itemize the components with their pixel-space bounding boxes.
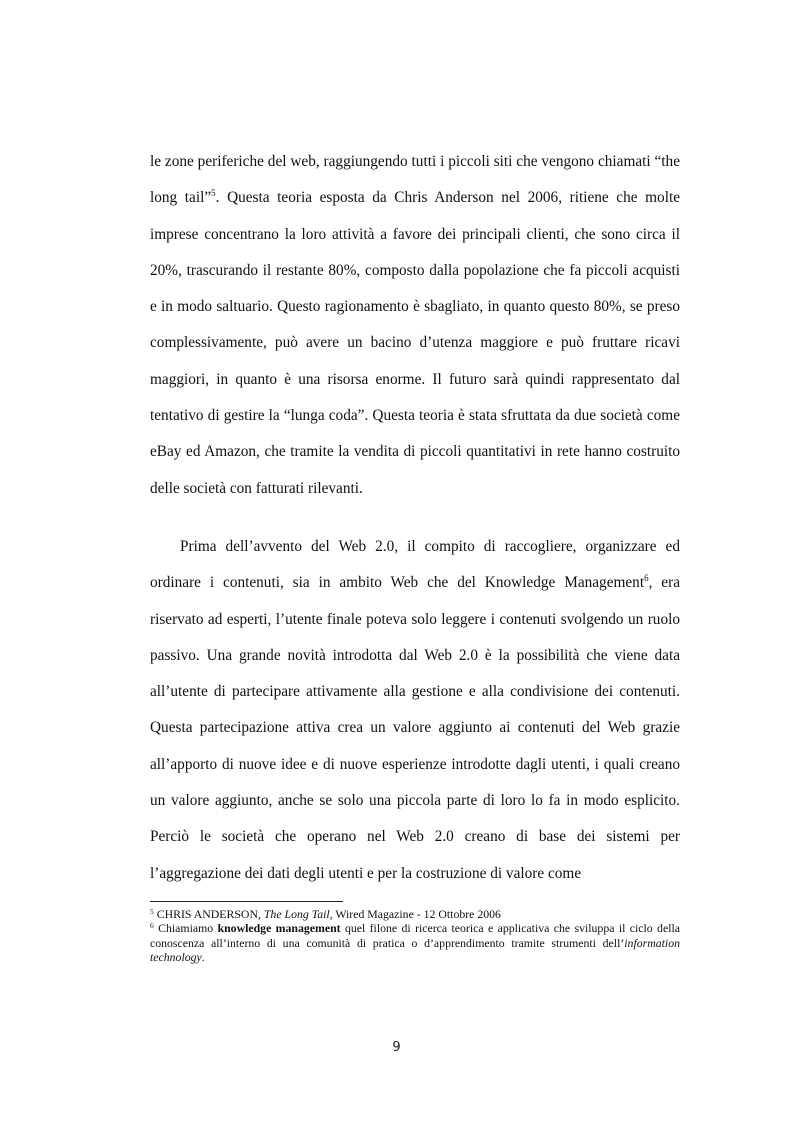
footnote-term: knowledge management	[217, 921, 341, 935]
footnote-text: Chiamiamo	[153, 921, 218, 935]
footnote-separator	[150, 901, 343, 902]
footnote-ref-6[interactable]: 6	[644, 573, 649, 584]
paragraph-text: Prima dell’avvento del Web 2.0, il compito di raccogliere, organizzare ed ordinare i contenuti, sia in ambito Web che del Knowledge Management	[150, 538, 680, 592]
footnote-text: quel filone di ricerca teorica e applicativa che sviluppa il ciclo della conoscenza all’interno di una comunità di pratica o d’apprendimento tramite strumenti dell’	[150, 921, 680, 950]
footnote-title: The Long Tail,	[263, 907, 333, 921]
body-paragraph-long-tail	[150, 144, 680, 507]
footnote-ref-5[interactable]: 5	[211, 188, 216, 199]
paragraph-text: le zone periferiche del web, raggiungendo tutti i piccoli siti che vengono chiamati “the long tail”	[150, 153, 680, 207]
footnote-5	[150, 907, 680, 922]
footnote-6	[150, 921, 680, 965]
footnote-number: 5	[150, 907, 154, 916]
body-paragraph-web20	[150, 529, 680, 892]
footnote-text: .	[201, 950, 205, 965]
paragraph-text: . Questa teoria esposta da Chris Anderson nel 2006, ritiene che molte imprese concentrano la loro attività a favore dei principali clienti, che sono circa il 20%, trascurando il restante 80%, composto dalla popolazione che fa piccoli acquisti e in modo saltuario. Questo ragionamento è sbagliato, in quanto questo 80%, se preso complessivamente, può avere un bacino d’utenza maggiore e può fruttare ricavi maggiori, in quanto è una risorsa enorme. Il futuro sarà quindi rappresentato dal tentativo di gestire la “lunga coda”. Questa teoria è stata sfruttata da due società come eBay ed Amazon, che tramite la vendita di piccoli quantitativi in rete hanno costruito delle società con fatturati rilevanti.	[150, 189, 680, 497]
paragraph-text: , era riservato ad esperti, l’utente finale poteva solo leggere i contenuti svolgendo un ruolo passivo. Una grande novità introdotta dal Web 2.0 è la possibilità che viene data all’utente di partecipare attivamente alla gestione e alla condivisione dei contenuti. Questa partecipazione attiva crea un valore aggiunto ai contenuti del Web grazie all’apporto di nuove idee e di nuove esperienze introdotte dagli utenti, i quali creano un valore aggiunto, anche se solo una piccola parte di loro lo fa in modo esplicito. Perciò le società che operano nel Web 2.0 creano di base dei sistemi per l’aggregazione dei dati degli utenti e per la costruzione di valore come	[150, 574, 680, 882]
footnote-source: Wired Magazine - 12 Ottobre 2006	[332, 907, 501, 921]
footnote-number: 6	[150, 921, 154, 930]
footnote-italic-term: information technology	[150, 935, 680, 965]
footnote-author: CHRIS ANDERSON,	[153, 907, 264, 921]
page-number: 9	[392, 1040, 401, 1055]
